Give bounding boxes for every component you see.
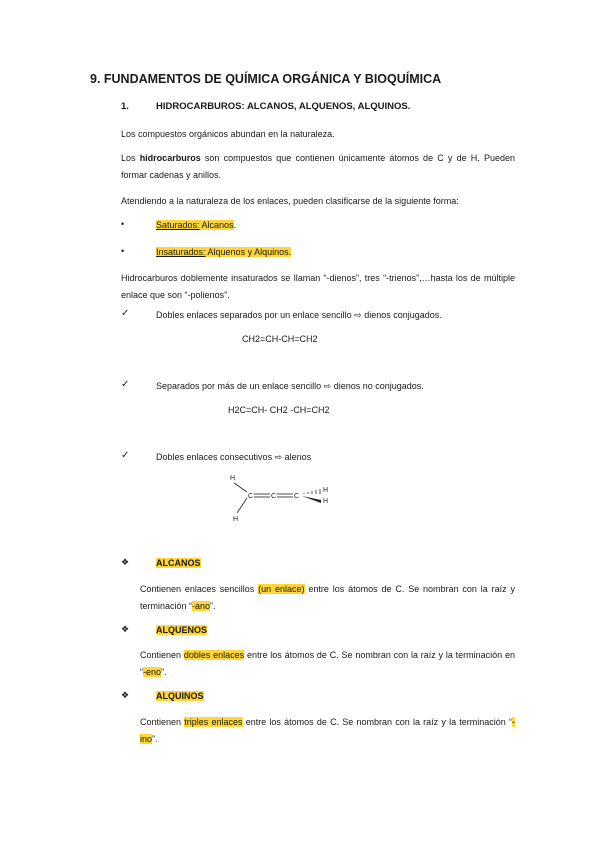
check-icon: ✓ (121, 450, 130, 461)
dienos-paragraph: Hidrocarburos doblemente insaturados se llaman “-dienos”, tres “-trienos”,…hasta los de múltiple enlace que son “-polienos”. (121, 273, 515, 300)
alquinos-paragraph: Contienen triples enlaces entre los átomos de C. Se nombran con la raíz y la terminación “-ino”. (140, 717, 516, 744)
alcanos-paragraph: Contienen enlaces sencillos (un enlace) entre los átomos de C. Se nombran con la raíz y terminación “-ano”. (140, 584, 516, 611)
hydrocarbons-paragraph: Los hidrocarburos son compuestos que contienen únicamente átomos de C y de H. Pueden formar cadenas y anillos. (121, 153, 515, 180)
atom-h-right-top: H (323, 487, 329, 494)
hashed-bond (304, 489, 320, 494)
alquenos-paragraph: Contienen dobles enlaces entre los átomos de C. Se nombran con la raíz y la terminación en “-eno”. (140, 650, 515, 677)
arrow-right-icon: ⇨ (354, 310, 362, 320)
arrow-right-icon: ⇨ (274, 452, 283, 462)
allene-structure (222, 470, 342, 528)
formula-conjugados: CH2=CH-CH=CH2 (242, 334, 318, 344)
bond-h-c1-top (234, 483, 247, 492)
section-title: HIDROCARBUROS: ALCANOS, ALQUENOS, ALQUINOS. (156, 101, 411, 112)
check-item-conjugados: Dobles enlaces separados por un enlace sencillo ⇨ dienos conjugados. (156, 310, 442, 320)
check-icon: ✓ (121, 308, 130, 319)
check-icon: ✓ (121, 379, 130, 390)
atom-c1: C (248, 493, 254, 500)
atom-h-top: H (230, 475, 236, 482)
bond-h-c1-bottom (237, 498, 247, 513)
section-number: 1. (121, 101, 129, 112)
diamond-icon: ❖ (121, 690, 130, 700)
bullet-insaturados: Insaturados: Alquenos y Alquinos. (156, 247, 292, 257)
bullet-icon: • (121, 246, 125, 256)
atom-c2: C (271, 493, 277, 500)
wedge-bond (302, 496, 321, 503)
heading-alcanos: ALCANOS (156, 558, 201, 568)
arrow-right-icon: ⇨ (323, 381, 332, 391)
page-title: 9. FUNDAMENTOS DE QUÍMICA ORGÁNICA Y BIOQUÍMICA (90, 72, 442, 86)
classification-paragraph: Atendiendo a la naturaleza de los enlaces, pueden clasificarse de la siguiente forma: (121, 196, 459, 206)
bullet-icon: • (121, 219, 125, 229)
diamond-icon: ❖ (121, 624, 130, 634)
formula-no-conjugados: H2C=CH- CH2 -CH=CH2 (228, 405, 330, 415)
check-item-no-conjugados: Separados por más de un enlace sencillo ⇨ dienos no conjugados. (156, 381, 424, 391)
diamond-icon: ❖ (121, 557, 130, 567)
bullet-saturados: Saturados: Alcanos. (156, 220, 237, 230)
heading-alquinos: ALQUINOS (156, 691, 204, 701)
atom-h-right-bottom: H (323, 498, 329, 505)
check-item-alenos: Dobles enlaces consecutivos ⇨ alenos (156, 452, 312, 462)
atom-c3: C (294, 493, 300, 500)
intro-paragraph: Los compuestos orgánicos abundan en la naturaleza. (121, 129, 335, 139)
atom-h-bottom: H (233, 516, 239, 523)
heading-alquenos: ALQUENOS (156, 625, 208, 635)
